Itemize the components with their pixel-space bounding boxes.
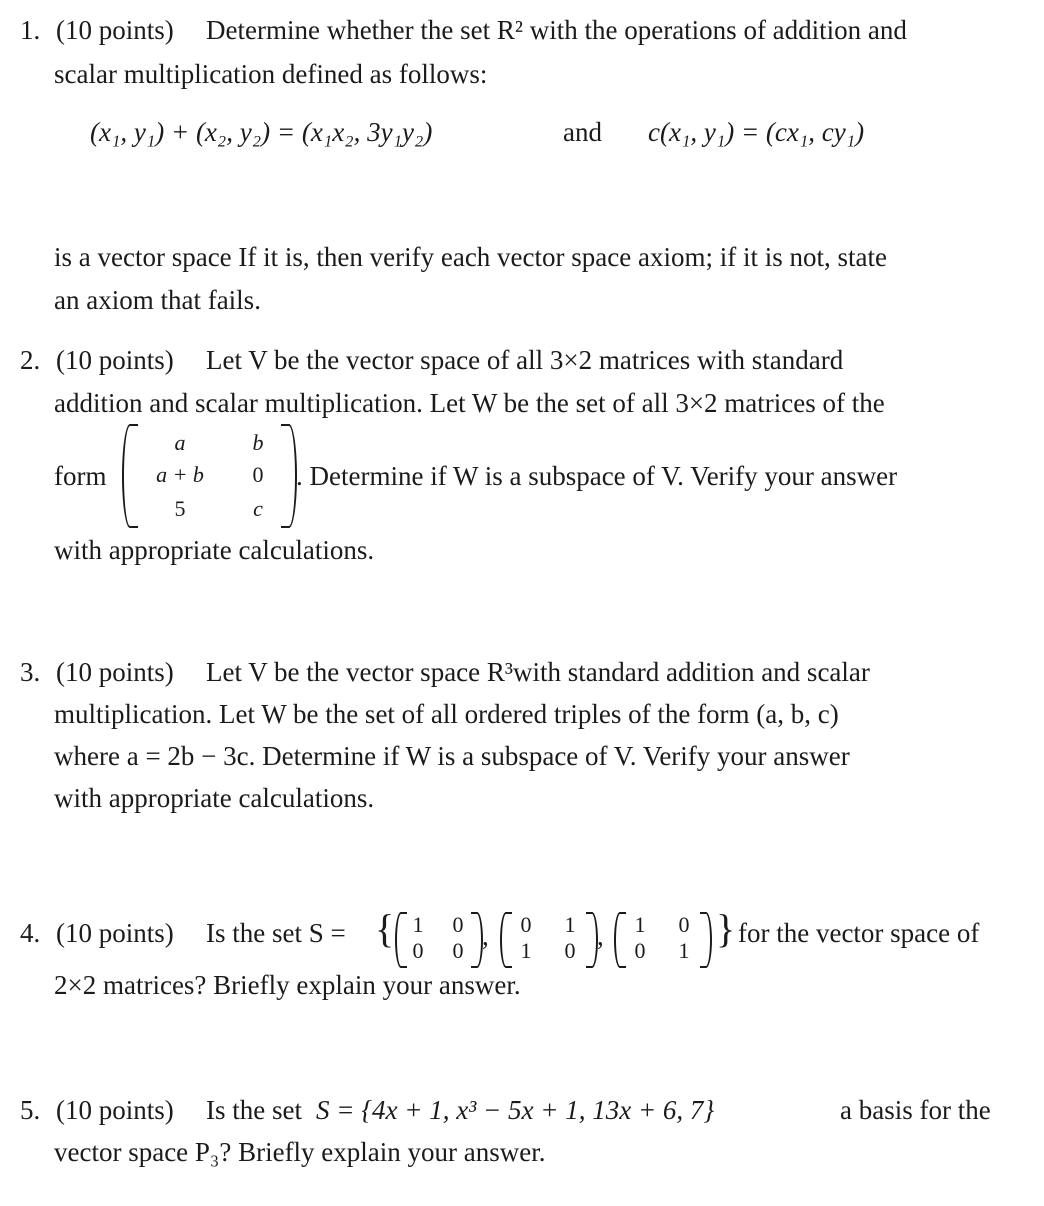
matrix-cell: 0	[678, 912, 690, 937]
matrix-cell: 0	[412, 938, 424, 963]
left-paren	[614, 912, 626, 968]
problem-5-points: (10 points)	[56, 1095, 174, 1125]
problem-2-tail-1: with appropriate calculations.	[54, 535, 375, 565]
problem-1-tail-1: is a vector space If it is, then verify each vector space axiom; if it is not, state	[54, 242, 887, 272]
matrix-cell: 0	[452, 938, 464, 963]
problem-3-line-3: where a = 2b − 3c. Determine if W is a subspace of V. Verify your answer	[54, 741, 850, 771]
set-close-brace: }	[716, 906, 736, 951]
matrix-cell: 0	[520, 912, 532, 937]
problem-1-equation-left: (x₁, y₁) + (x₂, y₂) = (x₁x₂, 3y₁y₂)	[90, 117, 433, 147]
problem-1-equation-and: and	[563, 117, 602, 147]
problem-3-line-4: with appropriate calculations.	[54, 783, 375, 813]
problem-1-line-1: Determine whether the set R² with the operations of addition and	[206, 15, 907, 45]
problem-1-tail-2: an axiom that fails.	[54, 285, 261, 315]
problem-5-trail: a basis for the	[840, 1095, 991, 1125]
matrix-cell: 0	[252, 462, 264, 487]
matrix-cell: 1	[564, 912, 576, 937]
problem-4-trail: for the vector space of	[738, 918, 980, 948]
matrix-cell: 1	[634, 912, 646, 937]
problem-4-lead: Is the set S =	[206, 918, 346, 948]
right-paren	[281, 424, 297, 528]
problem-2-points: (10 points)	[56, 345, 174, 375]
problem-5-lead: Is the set	[206, 1095, 302, 1125]
matrix-cell: 0	[634, 938, 646, 963]
matrix-cell: 5	[174, 496, 186, 521]
separator-comma: ,	[482, 921, 489, 951]
matrix-cell: 1	[520, 938, 532, 963]
matrix-cell: 1	[412, 912, 424, 937]
matrix-cell: c	[253, 496, 263, 521]
problem-3-line-1: Let V be the vector space R³with standard addition and scalar	[206, 657, 870, 687]
problem-1-number: 1.	[20, 15, 41, 45]
matrix-cell: 0	[452, 912, 464, 937]
right-paren	[700, 912, 712, 968]
problem-3-points: (10 points)	[56, 657, 174, 687]
matrix-cell: b	[252, 430, 264, 455]
matrix-cell: a + b	[156, 462, 204, 487]
matrix-cell: 1	[678, 938, 690, 963]
problem-2-form-label: form	[54, 461, 107, 491]
problem-2-number: 2.	[20, 345, 41, 375]
problem-4-points: (10 points)	[56, 918, 174, 948]
problem-5-number: 5.	[20, 1095, 41, 1125]
set-open-brace: {	[375, 906, 395, 951]
left-paren	[500, 912, 512, 968]
problem-2-after-matrix: . Determine if W is a subspace of V. Verify your answer	[296, 461, 898, 491]
problem-5-tail-1: vector space P₃? Briefly explain your answer.	[54, 1137, 546, 1167]
problem-4-tail-1: 2×2 matrices? Briefly explain your answer.	[54, 970, 521, 1000]
matrix-cell: a	[174, 430, 186, 455]
problem-5-set-expression: S = {4x + 1, x³ − 5x + 1, 13x + 6, 7}	[316, 1095, 715, 1125]
problem-2-line-1: Let V be the vector space of all 3×2 matrices with standard	[206, 345, 844, 375]
problem-1-points: (10 points)	[56, 15, 174, 45]
problem-1-line-2: scalar multiplication defined as follows:	[54, 59, 488, 89]
problem-3-line-2: multiplication. Let W be the set of all ordered triples of the form (a, b, c)	[54, 699, 839, 729]
matrix-cell: 0	[564, 938, 576, 963]
problem-2-line-2: addition and scalar multiplication. Let W be the set of all 3×2 matrices of the	[54, 388, 885, 418]
problem-3-number: 3.	[20, 657, 41, 687]
problem-1-equation-right: c(x₁, y₁) = (cx₁, cy₁)	[648, 117, 865, 147]
problem-4-number: 4.	[20, 918, 41, 948]
separator-comma: ,	[597, 921, 604, 951]
